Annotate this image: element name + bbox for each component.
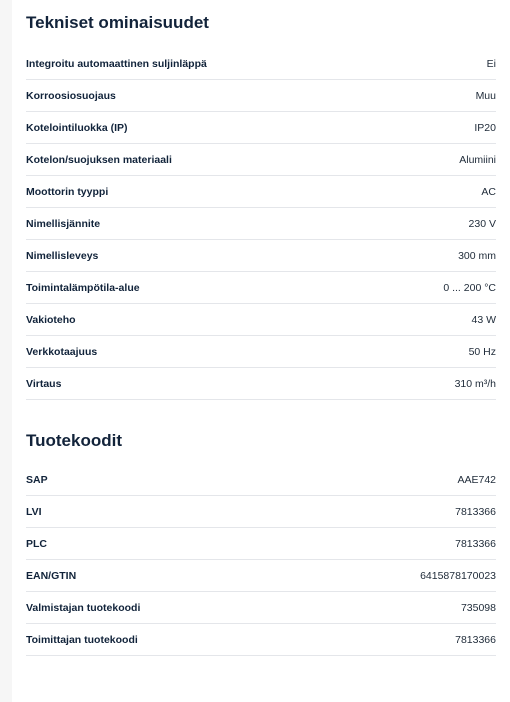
row-value: 7813366	[455, 505, 496, 518]
row-label: Virtaus	[26, 377, 62, 390]
table-row	[26, 336, 496, 368]
row-label: Verkkotaajuus	[26, 345, 98, 358]
table-row	[26, 240, 496, 272]
row-label: Kotelointiluokka (IP)	[26, 121, 128, 134]
row-value: Muu	[475, 89, 496, 102]
row-label: Kotelon/suojuksen materiaali	[26, 153, 172, 166]
product-codes-title: Tuotekoodit	[26, 431, 122, 450]
table-row	[26, 112, 496, 144]
technical-properties-table	[26, 48, 496, 400]
row-label: LVI	[26, 505, 42, 518]
row-value: IP20	[474, 121, 496, 134]
table-row	[26, 208, 496, 240]
row-label: EAN/GTIN	[26, 569, 77, 582]
row-value: 6415878170023	[420, 569, 496, 582]
row-label: Moottorin tyyppi	[26, 185, 109, 198]
table-row	[26, 624, 496, 656]
table-row	[26, 496, 496, 528]
row-value: AC	[481, 185, 496, 198]
row-value: Ei	[486, 57, 496, 70]
table-row	[26, 80, 496, 112]
row-label: Integroitu automaattinen suljinläppä	[26, 57, 207, 70]
table-row	[26, 176, 496, 208]
row-value: 7813366	[455, 633, 496, 646]
table-row	[26, 528, 496, 560]
row-label: Toimittajan tuotekoodi	[26, 633, 138, 646]
row-value: 50 Hz	[468, 345, 496, 358]
row-value: 7813366	[455, 537, 496, 550]
row-value: AAE742	[457, 473, 496, 486]
row-label: Vakioteho	[26, 313, 76, 326]
row-value: 43 W	[471, 313, 496, 326]
row-value: 310 m³/h	[454, 377, 496, 390]
table-row	[26, 560, 496, 592]
technical-properties-section	[12, 0, 510, 400]
row-label: Valmistajan tuotekoodi	[26, 601, 141, 614]
row-value: 0 ... 200 °C	[443, 281, 496, 294]
row-label: Korroosiosuojaus	[26, 89, 116, 102]
technical-properties-title: Tekniset ominaisuudet	[26, 13, 209, 32]
table-row	[26, 368, 496, 400]
table-row	[26, 144, 496, 176]
row-value: 300 mm	[458, 249, 496, 262]
table-row	[26, 272, 496, 304]
row-label: Nimellisjännite	[26, 217, 101, 230]
row-label: Nimellisleveys	[26, 249, 99, 262]
table-row	[26, 592, 496, 624]
table-row	[26, 48, 496, 80]
table-row	[26, 304, 496, 336]
row-label: Toimintalämpötila-alue	[26, 281, 140, 294]
row-value: 230 V	[468, 217, 496, 230]
row-value: Alumiini	[459, 153, 496, 166]
row-value: 735098	[460, 601, 496, 614]
product-details-card	[12, 0, 510, 702]
row-label: PLC	[26, 537, 47, 550]
table-row	[26, 464, 496, 496]
product-codes-table	[26, 464, 496, 656]
product-codes-section	[12, 400, 510, 656]
row-label: SAP	[26, 473, 48, 486]
